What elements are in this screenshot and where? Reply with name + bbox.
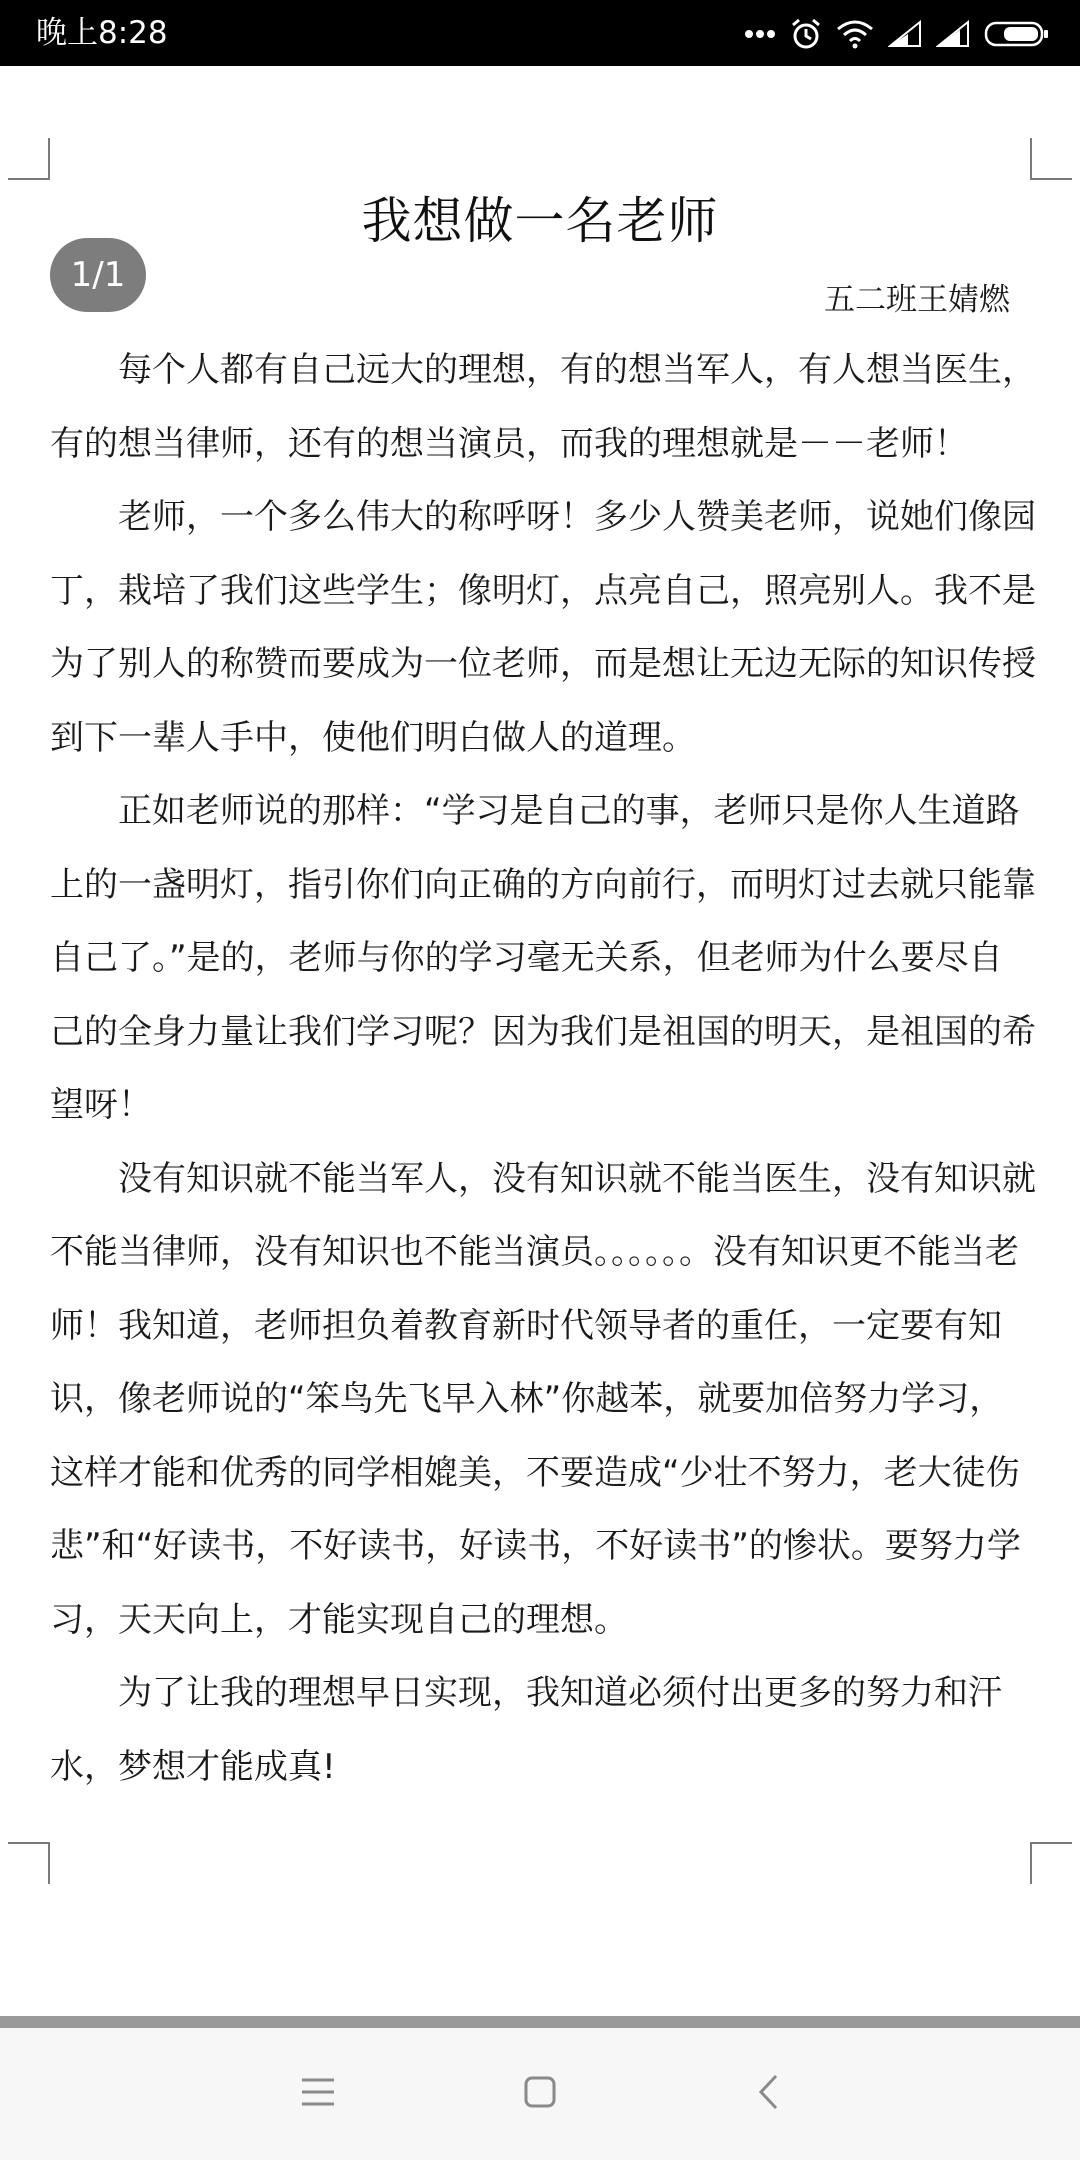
signal-icon <box>888 20 922 48</box>
page-corner-mark <box>1030 138 1072 180</box>
status-icons <box>744 14 1050 54</box>
navigation-bar <box>0 2028 1080 2160</box>
page-corner-mark <box>8 1842 50 1884</box>
paragraph: 没有知识就不能当军人，没有知识就不能当医生，没有知识就不能当律师，没有知识也不能当演员。。。。。。没有知识更不能当老师！我知道，老师担负着教育新时代领导者的重任，一定要有知识，像老师说的“笨鸟先飞早入林”你越苯，就要加倍努力学习，这样才能和优秀的同学相媲美，不要造成“少壮不努力，老大徒伤悲”和“好读书，不好读书，好读书，不好读书”的惨状。要努力学习，天天向上，才能实现自己的理想。 <box>50 1158 1036 1640</box>
home-icon <box>523 2075 557 2113</box>
document-page[interactable] <box>0 66 1080 2000</box>
menu-icon <box>300 2076 336 2112</box>
status-bar <box>0 0 1080 66</box>
paragraph: 每个人都有自己远大的理想，有的想当军人，有人想当医生，有的想当律师，还有的想当演员，而我的理想就是－－老师！ <box>50 350 1036 464</box>
paragraph: 正如老师说的那样：“学习是自己的事，老师只是你人生道路上的一盏明灯，指引你们向正确的方向前行，而明灯过去就只能靠自己了。”是的，老师与你的学习毫无关系，但老师为什么要尽自己的全身力量让我们学习呢？因为我们是祖国的明天，是祖国的希望呀！ <box>50 791 1036 1125</box>
home-button[interactable] <box>510 2066 570 2122</box>
more-dots-icon <box>744 28 776 40</box>
back-icon <box>756 2073 780 2115</box>
status-time: 晚上8:28 <box>36 15 168 51</box>
document-scroll-bar <box>0 2016 1080 2028</box>
paragraph: 为了让我的理想早日实现，我知道必须付出更多的努力和汗水，梦想才能成真! <box>50 1673 1002 1787</box>
page-corner-mark <box>1030 1842 1072 1884</box>
page-corner-mark <box>8 138 50 180</box>
document-author: 五二班王婧燃 <box>824 282 1010 318</box>
document-body <box>50 334 1036 1804</box>
battery-icon <box>984 20 1050 48</box>
signal-icon <box>936 20 970 48</box>
document-title: 我想做一名老师 <box>361 192 719 250</box>
alarm-icon <box>790 17 822 51</box>
page-indicator-badge: 1/1 <box>50 238 146 312</box>
paragraph: 老师，一个多么伟大的称呼呀！多少人赞美老师，说她们像园丁，栽培了我们这些学生；像明灯，点亮自己，照亮别人。我不是为了别人的称赞而要成为一位老师，而是想让无边无际的知识传授到下一辈人手中，使他们明白做人的道理。 <box>50 497 1036 758</box>
menu-button[interactable] <box>288 2066 348 2122</box>
back-button[interactable] <box>738 2066 798 2122</box>
wifi-icon <box>836 19 874 49</box>
